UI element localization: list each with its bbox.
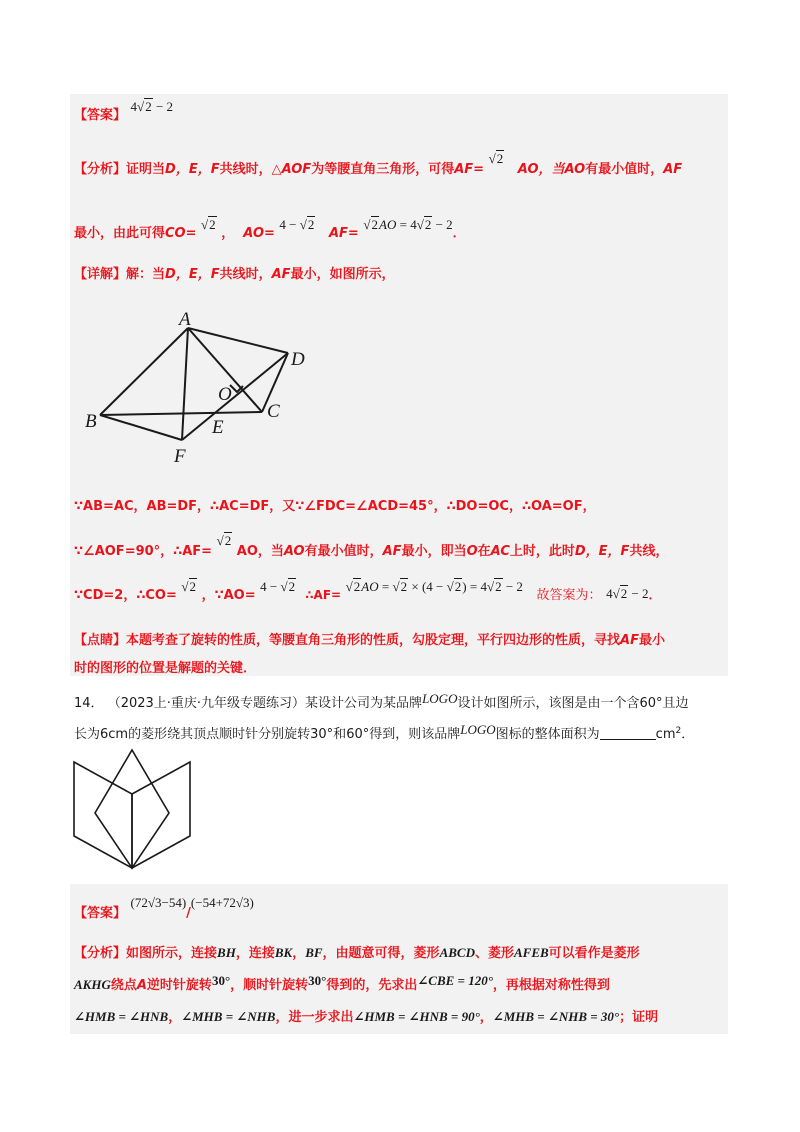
- text: ．: [452, 226, 466, 241]
- text: ，: [168, 1010, 182, 1025]
- q14-analysis-line-3: [74, 1006, 658, 1029]
- text: 有最小值时，: [304, 544, 383, 559]
- label-o: O: [218, 384, 232, 405]
- q13-comment-line-1: [74, 630, 665, 652]
- sqrt-expr: √2: [201, 217, 216, 232]
- text: ，: [221, 226, 235, 241]
- text: 60°: [639, 696, 663, 711]
- text: 可以看作是菱形: [548, 946, 640, 961]
- text: 的菱形绕其顶点顺时针分别旋转: [128, 727, 311, 742]
- math: AFEB: [513, 945, 549, 960]
- text: AO: [283, 544, 305, 559]
- q13-detail-line-1: [74, 264, 395, 286]
- text: 为等腰直角三角形，可得: [311, 162, 455, 177]
- detail-tag: 【详解】: [74, 267, 127, 282]
- text: AF: [271, 267, 291, 282]
- text: 图标的整体面积为: [495, 727, 600, 742]
- text: 某设计公司为某品牌: [305, 696, 423, 711]
- text: 在: [477, 544, 491, 559]
- text: D，E，F: [165, 267, 220, 282]
- final-answer-expr: 4√2 − 2: [606, 586, 649, 601]
- text: ∴AF=: [305, 588, 342, 602]
- text: 30°: [310, 727, 334, 742]
- math: BK: [274, 945, 293, 960]
- text: 故答案为：: [536, 588, 602, 603]
- text: 解：当: [126, 267, 166, 282]
- math: BF: [305, 945, 323, 960]
- text: ，∵AO=: [201, 588, 256, 603]
- rhombus-right: [132, 762, 190, 868]
- text: 和: [333, 727, 347, 742]
- text: 有最小值时，: [585, 162, 664, 177]
- q14-analysis-line-1: [74, 942, 640, 965]
- text: A: [136, 978, 147, 993]
- text: 绕点: [110, 978, 137, 993]
- math: ∠CBE = 120°: [417, 973, 493, 988]
- q13-analysis-line-1: [74, 151, 683, 181]
- text: 得到的，先求出: [326, 978, 418, 993]
- q13-analysis-line-2: [74, 217, 466, 245]
- label-a: A: [179, 309, 191, 330]
- unit: cm: [655, 727, 676, 742]
- text: 60°: [346, 727, 370, 742]
- text: AC: [490, 544, 510, 559]
- text: ，顺时针旋转: [230, 978, 309, 993]
- math: ∠MHB = ∠NHB: [181, 1009, 276, 1024]
- analysis-tag: 【分析】: [74, 162, 127, 177]
- rhombus-left: [74, 762, 132, 868]
- math: ∠HMB = ∠HNB: [74, 1009, 169, 1024]
- answer-separator: /: [186, 906, 191, 921]
- label-b: B: [85, 411, 97, 432]
- text: 最小，如图所示，: [290, 267, 395, 282]
- q13-proof-line-3: [74, 579, 662, 607]
- answer-blank[interactable]: [600, 725, 656, 740]
- text: 本题考查了旋转的性质，等腰直角三角形的性质，勾股定理，平行四边形的性质，寻找: [126, 633, 621, 648]
- math: ∠HMB = ∠HNB = 90°: [353, 1009, 480, 1024]
- sqrt-expr: √2: [216, 533, 232, 548]
- text: 上时，此时: [509, 544, 575, 559]
- answer-tag: 【答案】: [74, 906, 127, 921]
- text: ，由题意可得，菱形: [322, 946, 440, 961]
- af-full-expr: √2AO = √2 × (4 − √2) = 4√2 − 2: [345, 579, 523, 594]
- text: AF: [620, 633, 639, 648]
- text: ，进一步求出: [275, 1010, 354, 1025]
- text: AO: [564, 162, 586, 177]
- text: D，E，F: [574, 544, 630, 559]
- text: 最小，即当: [401, 544, 467, 559]
- text: 6cm: [100, 727, 129, 742]
- logo-figure-q14: [70, 748, 200, 873]
- question-number: 14．: [74, 696, 104, 711]
- ao-expr: 4 − √2: [260, 579, 296, 594]
- question-source: （2023上·重庆·九年级专题练习）: [107, 696, 306, 711]
- text: ∵CD=2，∴CO=: [74, 588, 177, 603]
- q14-stem-line-2: [74, 720, 694, 746]
- text: CO=: [165, 226, 197, 241]
- text: AO=: [243, 226, 275, 241]
- segment-ab: [100, 328, 188, 415]
- math: BH: [217, 945, 236, 960]
- text: 最小，由此可得: [74, 226, 166, 241]
- text: D，E，F: [165, 162, 220, 177]
- text: 设计如图所示，该图是由一个含: [457, 696, 640, 711]
- label-e: E: [212, 417, 224, 438]
- text: 逆时针旋转: [146, 978, 212, 993]
- text: ，: [479, 1010, 493, 1025]
- text: AO，当: [517, 162, 565, 177]
- sqrt-expr: √2: [488, 151, 504, 166]
- math: 30°: [211, 973, 231, 988]
- comment-tag: 【点睛】: [74, 633, 127, 648]
- text: ∵∠AOF=90°，∴AF=: [74, 544, 213, 559]
- math: ABCD: [439, 945, 475, 960]
- segment-bc: [100, 412, 262, 415]
- answer-tag: 【答案】: [74, 108, 127, 123]
- text: 得到，则该品牌: [369, 727, 461, 742]
- label-c: C: [267, 401, 280, 422]
- math: ∠MHB = ∠NHB = 30°: [492, 1009, 620, 1024]
- q14-analysis-line-2: [74, 974, 610, 997]
- text: ；证明: [619, 1010, 659, 1025]
- answer-expression-a: (72√3−54): [130, 895, 187, 910]
- analysis-tag: 【分析】: [74, 946, 127, 961]
- segment-ad: [188, 328, 288, 353]
- text: 共线时，: [219, 267, 272, 282]
- text: 最小: [638, 633, 665, 648]
- logo-text: LOGO: [422, 691, 458, 706]
- text: 如图所示，连接: [126, 946, 218, 961]
- af-expr: √2AO = 4√2 − 2: [363, 217, 453, 232]
- text: AO，当: [236, 544, 284, 559]
- q13-proof-line-1: ∵AB=AC，AB=DF，∴AC=DF，又∵∠FDC=∠ACD=45°，∴DO=OC，∴OA=OF，: [74, 499, 596, 514]
- text: ，连接: [235, 946, 275, 961]
- text: AF=: [328, 226, 359, 241]
- segment-bf: [100, 415, 182, 440]
- logo-text: LOGO: [460, 722, 496, 737]
- label-d: D: [291, 349, 305, 370]
- label-f: F: [174, 446, 186, 467]
- text: ．: [648, 588, 662, 603]
- math: 30°: [308, 973, 327, 988]
- q14-answer-row: [74, 895, 254, 925]
- text: 、菱形: [474, 946, 514, 961]
- q13-answer-row: [74, 99, 174, 127]
- q14-stem-line-1: [74, 692, 689, 715]
- text: AF: [382, 544, 402, 559]
- text: AOF: [281, 162, 312, 177]
- answer-expression-b: (−54+72√3): [190, 895, 254, 910]
- text: AF: [663, 162, 683, 177]
- answer-expression: 4√2 − 2: [130, 99, 174, 114]
- segment-af: [182, 328, 188, 440]
- q13-proof-line-2: [74, 533, 669, 563]
- ao-expr: 4 − √2: [279, 217, 315, 232]
- text: ，: [292, 946, 306, 961]
- sqrt-expr: √2: [181, 579, 197, 594]
- text: ．: [681, 727, 695, 742]
- text: 且边: [662, 696, 689, 711]
- math: AKHG: [74, 977, 111, 992]
- text: 共线，: [629, 544, 669, 559]
- text: O: [466, 544, 478, 559]
- text: ，再根据对称性得到: [492, 978, 610, 993]
- text: AF=: [454, 162, 485, 177]
- segment-fd: [182, 353, 288, 440]
- text: 证明当: [126, 162, 166, 177]
- geometry-figure-q13: [80, 305, 330, 470]
- unit-exponent: 2: [675, 726, 682, 736]
- q13-comment-line-2: 时的图形的位置是解题的关键．: [74, 661, 257, 676]
- text: 长为: [74, 727, 101, 742]
- text: 共线时，△: [219, 162, 282, 177]
